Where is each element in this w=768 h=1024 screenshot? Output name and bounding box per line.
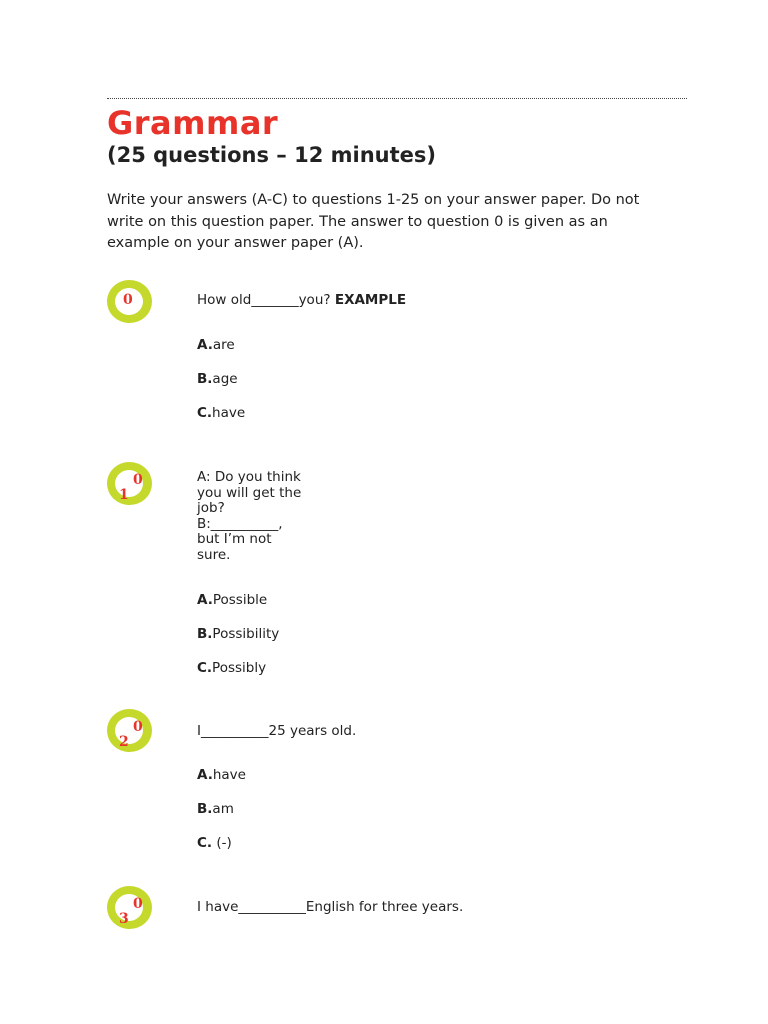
option-b [197, 626, 279, 642]
option-text: Possible [212, 592, 268, 608]
option-letter: A. [197, 767, 213, 783]
question-number-digit: 2 [119, 734, 129, 750]
option-a [197, 767, 246, 783]
example-label: EXAMPLE [334, 292, 407, 308]
option-letter: B. [197, 801, 213, 817]
question-number-digit: 3 [119, 911, 129, 927]
option-a [197, 337, 235, 353]
question-number-badge [107, 462, 152, 505]
instructions-text: Write your answers (A-C) to questions 1-25 on your answer paper. Do not write on this question paper. The answer to question 0 is given as an example on your answer paper (A). [107, 192, 640, 251]
question-text: A: Do you think you will get the job? B:__________, but I’m not sure. [197, 469, 302, 563]
option-text: age [212, 371, 238, 387]
option-letter: C. [197, 660, 213, 676]
option-letter: C. [197, 835, 213, 851]
question-text: I have__________English for three years. [197, 899, 464, 915]
dotted-divider [107, 98, 687, 99]
option-text: am [212, 801, 234, 817]
question-number-badge [107, 709, 152, 752]
question-number-badge [107, 280, 152, 323]
option-text: have [212, 405, 246, 421]
question-number: 0 [123, 292, 133, 308]
option-letter: B. [197, 371, 213, 387]
option-letter: A. [197, 337, 213, 353]
option-b [197, 371, 238, 387]
question-number-badge [107, 886, 152, 929]
option-text: (-) [212, 835, 232, 851]
question-number-digit: 0 [133, 896, 143, 912]
option-text: Possibly [212, 660, 267, 676]
option-c [197, 405, 245, 421]
option-letter: A. [197, 592, 213, 608]
question-text [197, 293, 406, 309]
question-number-digit: 1 [119, 487, 129, 503]
option-text: Possibility [212, 626, 280, 642]
option-text: are [212, 337, 235, 353]
question-number-digit: 0 [133, 472, 143, 488]
option-b [197, 801, 234, 817]
option-c [197, 835, 232, 851]
question-number-digit: 0 [133, 719, 143, 735]
question-text: I__________25 years old. [197, 723, 357, 739]
option-a [197, 592, 267, 608]
option-text: have [212, 767, 246, 783]
option-letter: B. [197, 626, 213, 642]
option-c [197, 660, 266, 676]
page-title: Grammar [107, 104, 279, 142]
page-subtitle: (25 questions – 12 minutes) [107, 143, 436, 167]
question-stem: How old_______you? [197, 292, 335, 308]
option-letter: C. [197, 405, 213, 421]
